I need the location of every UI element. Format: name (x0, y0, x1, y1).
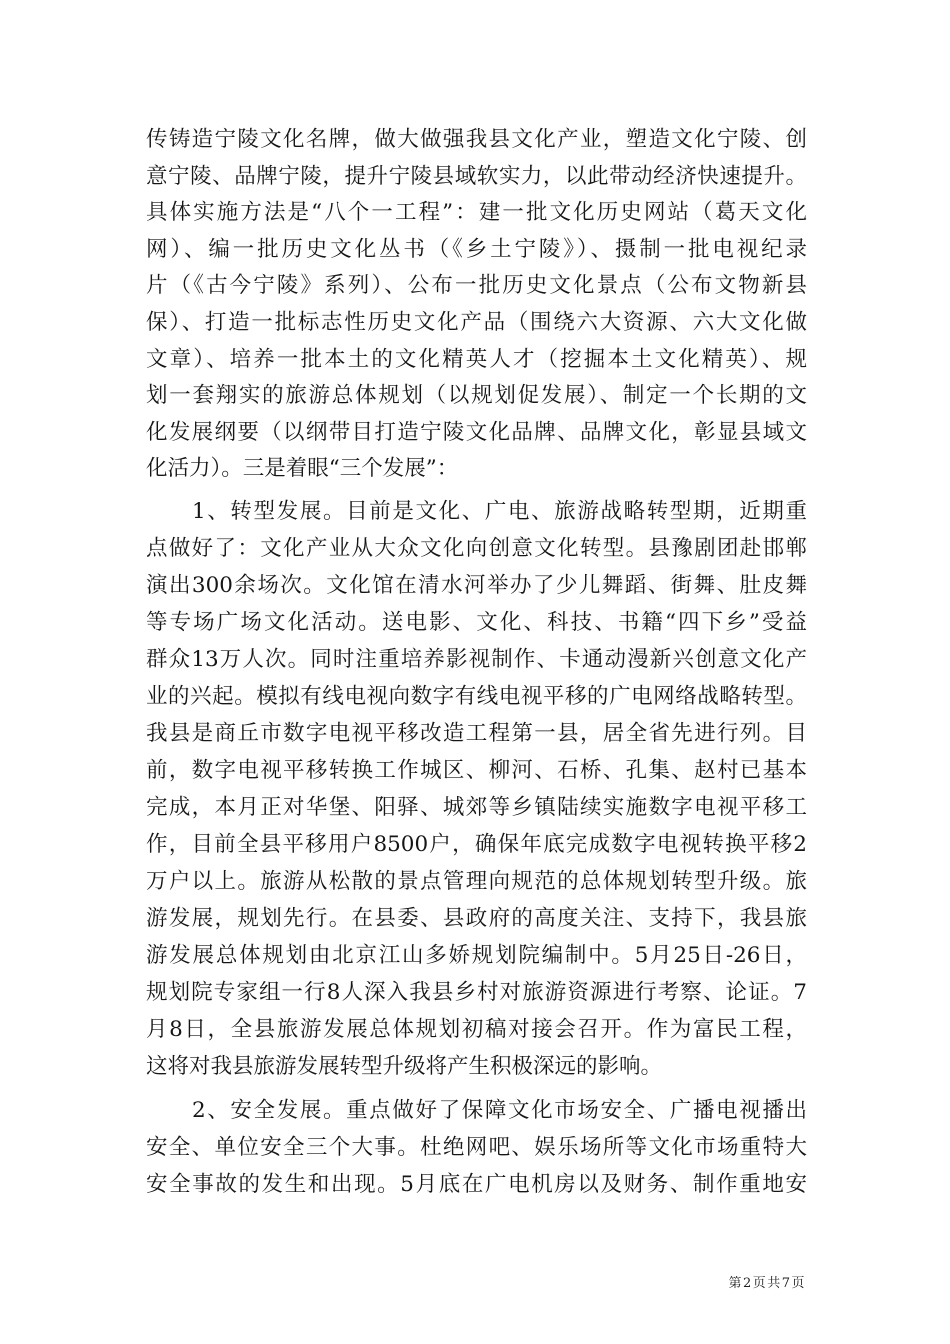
text-line: 2、安全发展。重点做好了保障文化市场安全、广播电视播出 (192, 1097, 807, 1123)
text-line: 保）、打造一批标志性历史文化产品（围绕六大资源、六大文化做 (146, 309, 807, 335)
text-line: 作，目前全县平移用户8500户，确保年底完成数字电视转换平移2 (146, 831, 807, 857)
text-line: 文章）、培养一批本土的文化精英人才（挖掘本土文化精英）、规 (146, 346, 807, 372)
text-line: 划一套翔实的旅游总体规划（以规划促发展）、制定一个长期的文 (146, 383, 807, 409)
paragraph-3 (146, 1092, 807, 1203)
text-line: 等专场广场文化活动。送电影、文化、科技、书籍“四下乡”受益 (146, 609, 807, 635)
text-line: 万户以上。旅游从松散的景点管理向规范的总体规划转型升级。旅 (146, 868, 807, 894)
text-line: 点做好了：文化产业从大众文化向创意文化转型。县豫剧团赴邯郸 (146, 535, 807, 561)
text-line: 完成，本月正对华堡、阳驿、城郊等乡镇陆续实施数字电视平移工 (146, 794, 807, 820)
text-line: 这将对我县旅游发展转型升级将产生积极深远的影响。 (146, 1053, 663, 1079)
paragraph-2 (146, 493, 807, 1085)
text-line: 演出300余场次。文化馆在清水河举办了少儿舞蹈、街舞、肚皮舞 (146, 572, 807, 598)
text-line: 业的兴起。模拟有线电视向数字有线电视平移的广电网络战略转型。 (146, 683, 807, 709)
text-line: 片（《古今宁陵》系列）、公布一批历史文化景点（公布文物新县 (146, 273, 807, 299)
text-line: 安全、单位安全三个大事。杜绝网吧、娱乐场所等文化市场重特大 (146, 1134, 807, 1160)
text-line: 群众13万人次。同时注重培养影视制作、卡通动漫新兴创意文化产 (146, 646, 807, 672)
text-line: 游发展总体规划由北京江山多娇规划院编制中。5月25日-26日， (146, 942, 807, 968)
text-line: 具体实施方法是“八个一工程”：建一批文化历史网站（葛天文化 (146, 200, 807, 226)
text-line: 游发展，规划先行。在县委、县政府的高度关注、支持下，我县旅 (146, 905, 807, 931)
text-line: 传铸造宁陵文化名牌，做大做强我县文化产业，塑造文化宁陵、创 (146, 127, 807, 152)
text-line: 安全事故的发生和出现。5月底在广电机房以及财务、制作重地安 (146, 1171, 807, 1197)
text-line: 规划院专家组一行8人深入我县乡村对旅游资源进行考察、论证。7 (146, 979, 807, 1005)
text-line: 前，数字电视平移转换工作城区、柳河、石桥、孔集、赵村已基本 (146, 757, 807, 783)
text-line: 1、转型发展。目前是文化、广电、旅游战略转型期，近期重 (192, 498, 807, 524)
page-number-footer: 第2页共7页 (728, 1276, 806, 1291)
text-line: 化发展纲要（以纲带目打造宁陵文化品牌、品牌文化，彰显县域文 (146, 419, 807, 445)
text-line: 月8日，全县旅游发展总体规划初稿对接会召开。作为富民工程， (146, 1016, 807, 1042)
paragraph-1 (146, 122, 807, 488)
text-line: 我县是商丘市数字电视平移改造工程第一县，居全省先进行列。目 (146, 720, 807, 746)
text-line: 化活力）。三是着眼“三个发展”： (146, 456, 459, 482)
text-line: 意宁陵、品牌宁陵，提升宁陵县域软实力，以此带动经济快速提升。 (146, 163, 807, 189)
text-line: 网）、编一批历史文化丛书（《乡土宁陵》）、摄制一批电视纪录 (146, 236, 807, 262)
